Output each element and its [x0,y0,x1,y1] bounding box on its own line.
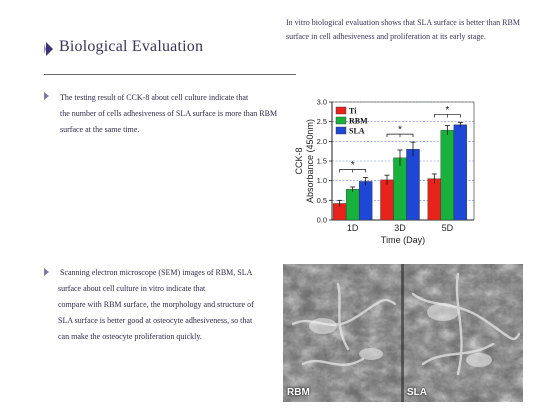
x-tick-label: 3D [394,223,406,233]
bullet-1-line: The testing result of CCK-8 about cell culture indicate that [60,93,249,102]
bullet-2-line: SLA surface is better good at osteocyte adhesiveness, so that [58,316,253,325]
bullet-arrow-icon [44,92,49,100]
bullet-1-line: the number of cells adhesiveness of SLA surface is more than RBM [60,109,278,118]
sem-texture [283,264,523,402]
bullet-arrow-icon [44,268,49,276]
bullet-2-line: can make the osteocyte proliferation quickly. [58,332,202,341]
bar-rbm-3d [394,158,407,220]
bullet-2-line: compare with RBM surface, the morphology and structure of [58,300,254,309]
bar-sla-5d [454,125,467,220]
x-tick-label: 5D [441,223,454,233]
significance-star: * [350,160,355,172]
legend-label: RBM [349,116,368,126]
cck8-chart-svg [282,92,482,247]
title-arrow-icon [46,42,53,56]
y-tick-label: 2.0 [316,136,327,146]
bullet-1-text [60,90,280,138]
x-tick-label: 1D [346,223,359,233]
y-tick-label: 0.5 [316,195,327,205]
sem-label-rbm: RBM [287,387,310,398]
y-tick-label: 2.5 [316,117,327,127]
x-axis-label: Time (Day) [380,235,426,245]
legend-label: Ti [349,106,357,116]
bar-sla-3d [407,149,420,220]
significance-star: * [398,124,402,136]
legend-swatch [336,107,346,114]
legend-swatch [336,117,346,124]
legend-label: SLA [349,126,365,136]
legend-swatch [336,127,346,134]
significance-star: * [445,104,450,116]
y-tick-label: 0.0 [316,215,327,225]
y-axis-label-line1: CCK-8 [294,147,304,175]
bullet-2-text [58,265,280,345]
y-tick-label: 3.0 [316,97,327,107]
sem-image [283,264,523,402]
title-divider [44,74,296,75]
bullet-1-line: surface at the same time. [60,125,140,134]
page-title: Biological Evaluation [59,38,204,55]
bar-sla-1d [359,181,372,220]
bullet-2-line: Scanning electron microscope (SEM) images of RBM, SLA [58,268,253,277]
bar-ti-5d [428,179,441,220]
bar-ti-3d [381,180,394,220]
top-note: In vitro biological evaluation shows that SLA surface is better than RBM surface in cell adhesiveness and proliferation at its early stage. [286,18,520,41]
y-tick-label: 1.0 [316,176,327,186]
sem-label-sla: SLA [407,387,427,398]
y-tick-label: 1.5 [316,156,327,166]
bar-rbm-5d [441,130,454,220]
y-axis-label-line2: Absorbance (450nm) [305,118,315,204]
bar-rbm-1d [346,189,359,220]
bullet-2-line: surface about cell culture in vitro indicate that [58,284,206,293]
cck8-chart [282,92,482,247]
